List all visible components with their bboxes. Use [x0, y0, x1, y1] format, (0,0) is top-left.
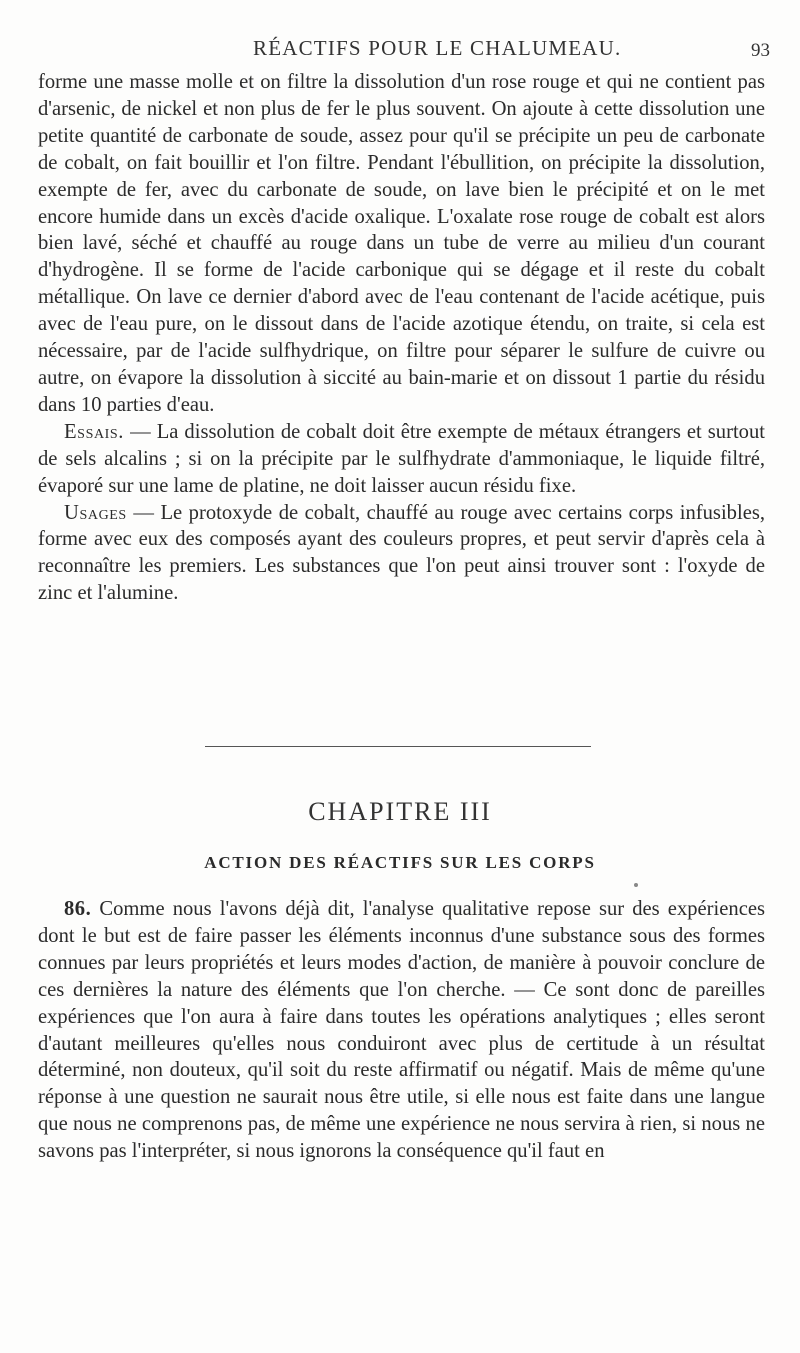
- running-head: RÉACTIFS POUR LE CHALUMEAU.: [253, 36, 622, 60]
- paragraph-cobalt-preparation: forme une masse molle et on filtre la dissolution d'un rose rouge et qui ne contient pas d'arsenic, de nickel et non plus de fer le plus souvent. On ajoute à cette dissolution une petite quantité de carbonate de soude, assez pour qu'il se précipite un peu de carbonate de cobalt, on fait bouillir et l'on filtre. Pendant l'ébullition, on précipite la dissolution, exempte de fer, avec du carbonate de soude, on lave bien le précipité et on le met encore humide dans un excès d'acide oxalique. L'oxalate rose rouge de cobalt est alors bien lavé, séché et chauffé au rouge dans un tube de verre au milieu d'un courant d'hydrogène. Il se forme de l'acide carbonique qui se dégage et il reste du cobalt métallique. On lave ce dernier d'abord avec de l'eau contenant de l'acide acétique, puis avec de l'eau pure, on le dissout dans de l'acide azotique étendu, on traite, si cela est nécessaire, par de l'acide sulfhydrique, on filtre pour séparer le sulfure de cuivre ou autre, on évapore la dissolution à siccité au bain-marie et on dissout 1 partie du résidu dans 10 parties d'eau.: [38, 71, 765, 416]
- chapter-title: CHAPITRE III: [308, 797, 492, 826]
- paragraph-86-text: Comme nous l'avons déjà dit, l'analyse qualitative repose sur des expériences dont le but est de faire passer les éléments inconnus d'une substance sous des formes connues par leurs propriétés et leurs modes d'action, de manière à pouvoir conclure de ces dernières la nature des éléments que l'on cherche. — Ce sont donc de pareilles expériences que l'on aura à faire dans toutes les opérations analytiques ; elles seront d'autant meilleures qu'elles nous conduiront avec plus de certitude à un résultat déterminé, non douteux, qu'il soit du reste affirmatif ou négatif. Mais de même qu'une réponse à une question ne saurait nous être utile, si elle nous est faite dans une langue que nous ne comprenons pas, de même une expérience ne nous servira à rien, si nous ne savons pas l'interpréter, si nous ignorons la conséquence qu'il faut en: [38, 898, 765, 1163]
- section-title: ACTION DES RÉACTIFS SUR LES CORPS: [204, 853, 596, 872]
- lower-text-block: [38, 896, 765, 1165]
- paragraph-number: 86.: [64, 898, 92, 920]
- paragraph-usages: [38, 500, 765, 608]
- essais-text: — La dissolution de cobalt doit être exempte de métaux étrangers et surtout de sels alcalins ; si on la précipite par le sulfhydrate d'ammoniaque, le liquide filtré, évaporé sur une lame de platine, ne doit laisser aucun résidu fixe.: [38, 420, 765, 497]
- page-number: 93: [751, 40, 770, 61]
- paragraph-86: [38, 896, 765, 1165]
- section-divider: [205, 746, 591, 747]
- print-speck: [634, 883, 638, 887]
- essais-label: Essais.: [64, 420, 125, 443]
- usages-label: Usages: [64, 501, 127, 524]
- upper-text-block: [38, 69, 765, 607]
- paragraph-essais: [38, 419, 765, 500]
- usages-text: — Le protoxyde de cobalt, chauffé au rouge avec certains corps infusibles, forme avec eux des composés ayant des couleurs propres, et peut servir d'après cela à reconnaître les premiers. Les substances que l'on peut ainsi trouver sont : l'oxyde de zinc et l'alumine.: [38, 501, 765, 605]
